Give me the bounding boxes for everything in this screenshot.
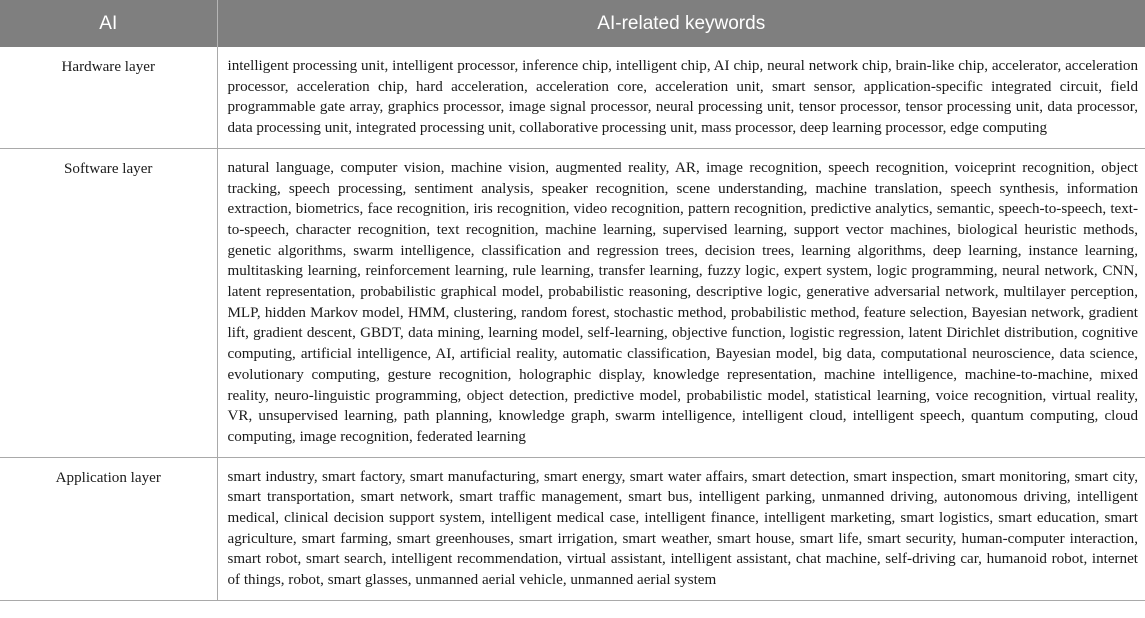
header-keywords: AI-related keywords (217, 0, 1145, 47)
table-row-hardware (0, 47, 1145, 148)
keywords-application: smart industry, smart factory, smart manufacturing, smart energy, smart water affairs, smart detection, smart inspection, smart monitoring, smart city, smart transportation, smart network, smart traffic management, smart bus, intelligent parking, unmanned driving, autonomous driving, intelligent medical, clinical decision support system, intelligent medical case, intelligent finance, intelligent marketing, smart logistics, smart education, smart agriculture, smart farming, smart greenhouses, smart irrigation, smart weather, smart house, smart life, smart security, human-computer interaction, smart robot, smart search, intelligent recommendation, virtual assistant, intelligent assistant, chat machine, self-driving car, humanoid robot, internet of things, robot, smart glasses, unmanned aerial vehicle, unmanned aerial system (217, 457, 1145, 600)
header-row (0, 0, 1145, 47)
header-ai: AI (0, 0, 217, 47)
layer-name-application: Application layer (0, 457, 217, 600)
layer-name-software: Software layer (0, 148, 217, 457)
table-header (0, 0, 1145, 47)
table-body (0, 47, 1145, 600)
keywords-hardware: intelligent processing unit, intelligent processor, inference chip, intelligent chip, AI chip, neural network chip, brain-like chip, accelerator, acceleration processor, acceleration chip, hard acceleration, acceleration core, acceleration unit, smart sensor, application-specific integrated circuit, field programmable gate array, graphics processor, image signal processor, neural processing unit, tensor processor, tensor processing unit, data processor, data processing unit, integrated processing unit, collaborative processing unit, mass processor, deep learning processor, edge computing (217, 47, 1145, 148)
layer-name-hardware: Hardware layer (0, 47, 217, 148)
table-row-software (0, 148, 1145, 457)
keywords-software: natural language, computer vision, machine vision, augmented reality, AR, image recognition, speech recognition, voiceprint recognition, object tracking, speech processing, sentiment analysis, speaker recognition, scene understanding, machine translation, speech synthesis, information extraction, biometrics, face recognition, iris recognition, video recognition, pattern recognition, predictive analytics, semantic, speech-to-speech, text-to-speech, character recognition, text recognition, machine learning, supervised learning, support vector machines, biological heuristic methods, genetic algorithms, swarm intelligence, classification and regression trees, decision trees, learning algorithms, deep learning, instance learning, multitasking learning, reinforcement learning, rule learning, transfer learning, fuzzy logic, expert system, logic programming, neural network, CNN, latent representation, probabilistic graphical model, probabilistic reasoning, descriptive logic, generative adversarial network, multilayer perception, MLP, hidden Markov model, HMM, clustering, random forest, stochastic method, probabilistic method, feature selection, Bayesian network, gradient lift, gradient descent, GBDT, data mining, learning model, self-learning, objective function, logistic regression, latent Dirichlet distribution, cognitive computing, artificial intelligence, AI, artificial reality, automatic classification, Bayesian model, big data, computational neuroscience, data science, evolutionary computing, gesture recognition, holographic display, knowledge representation, machine intelligence, machine-to-machine, mixed reality, neuro-linguistic programming, object detection, predictive model, probabilistic model, statistical learning, voice recognition, virtual reality, VR, unsupervised learning, path planning, knowledge graph, swarm intelligence, intelligent cloud, intelligent speech, quantum computing, cloud computing, image recognition, federated learning (217, 148, 1145, 457)
table-row-application (0, 457, 1145, 600)
